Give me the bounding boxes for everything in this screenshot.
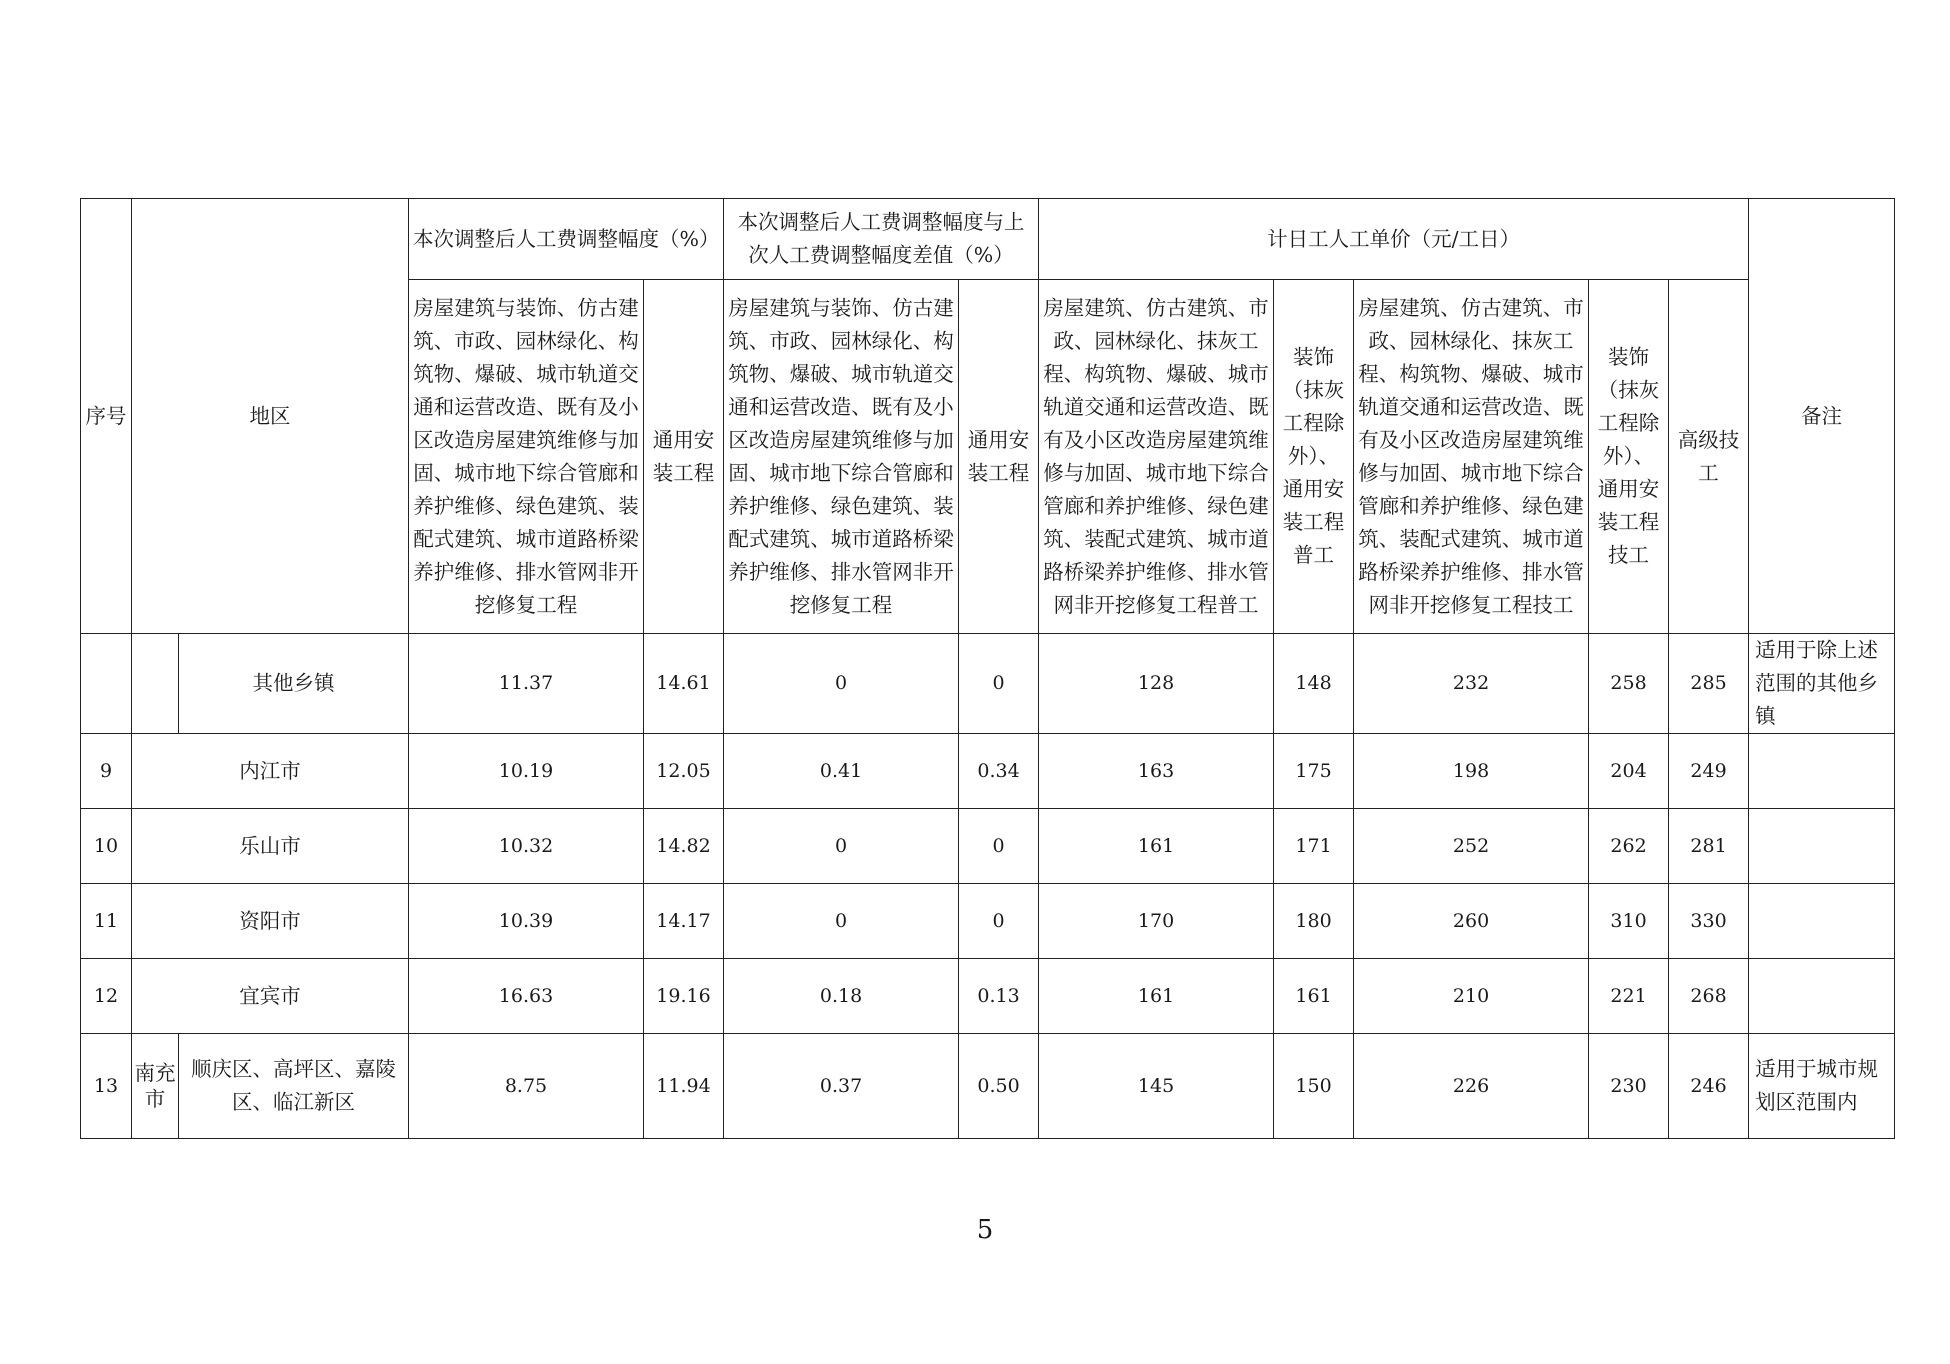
table-row bbox=[81, 884, 1895, 959]
cell-seq: 11 bbox=[81, 884, 132, 959]
cell-remarks bbox=[1749, 809, 1895, 884]
cell-senior-skilled: 246 bbox=[1669, 1034, 1749, 1139]
cell-install-diff: 0 bbox=[959, 809, 1039, 884]
cell-general-labor: 163 bbox=[1039, 734, 1274, 809]
cell-deco-skilled-labor: 262 bbox=[1589, 809, 1669, 884]
cell-deco-skilled-labor: 230 bbox=[1589, 1034, 1669, 1139]
cell-deco-general-labor: 150 bbox=[1274, 1034, 1354, 1139]
subheader-building-diff: 房屋建筑与装饰、仿古建筑、市政、园林绿化、构筑物、爆破、城市轨道交通和运营改造、既有及小区改造房屋建筑维修与加固、城市地下综合管廊和养护维修、绿色建筑、装配式建筑、城市道路桥梁养护维修、排水管网非开挖修复工程 bbox=[724, 280, 959, 634]
header-rate-difference: 本次调整后人工费调整幅度与上次人工费调整幅度差值（%） bbox=[724, 199, 1039, 280]
cell-remarks bbox=[1749, 734, 1895, 809]
cell-install-rate: 14.17 bbox=[644, 884, 724, 959]
cell-region: 宜宾市 bbox=[132, 959, 409, 1034]
cell-install-rate: 14.82 bbox=[644, 809, 724, 884]
header-adjustment-rate: 本次调整后人工费调整幅度（%） bbox=[409, 199, 724, 280]
cell-skilled-labor: 260 bbox=[1354, 884, 1589, 959]
cell-general-labor: 161 bbox=[1039, 959, 1274, 1034]
cell-general-labor: 128 bbox=[1039, 634, 1274, 734]
header-remarks: 备注 bbox=[1749, 199, 1895, 634]
subheader-building-rate: 房屋建筑与装饰、仿古建筑、市政、园林绿化、构筑物、爆破、城市轨道交通和运营改造、既有及小区改造房屋建筑维修与加固、城市地下综合管廊和养护维修、绿色建筑、装配式建筑、城市道路桥梁养护维修、排水管网非开挖修复工程 bbox=[409, 280, 644, 634]
cell-skilled-labor: 252 bbox=[1354, 809, 1589, 884]
cell-deco-general-labor: 148 bbox=[1274, 634, 1354, 734]
cell-region: 内江市 bbox=[132, 734, 409, 809]
cell-install-diff: 0.13 bbox=[959, 959, 1039, 1034]
cell-install-diff: 0 bbox=[959, 884, 1039, 959]
cell-deco-general-labor: 161 bbox=[1274, 959, 1354, 1034]
cell-install-rate: 11.94 bbox=[644, 1034, 724, 1139]
cell-deco-general-labor: 180 bbox=[1274, 884, 1354, 959]
cell-region: 顺庆区、高坪区、嘉陵区、临江新区 bbox=[179, 1034, 409, 1139]
table-row bbox=[81, 734, 1895, 809]
cell-install-diff: 0.34 bbox=[959, 734, 1039, 809]
cell-general-labor: 170 bbox=[1039, 884, 1274, 959]
table-row bbox=[81, 809, 1895, 884]
cell-deco-skilled-labor: 221 bbox=[1589, 959, 1669, 1034]
cell-senior-skilled: 268 bbox=[1669, 959, 1749, 1034]
header-seq: 序号 bbox=[81, 199, 132, 634]
labor-cost-table bbox=[80, 198, 1895, 1139]
cell-building-rate: 8.75 bbox=[409, 1034, 644, 1139]
subheader-deco-skilled-labor: 装饰（抹灰工程除外）、通用安装工程技工 bbox=[1589, 280, 1669, 634]
cell-building-diff: 0.18 bbox=[724, 959, 959, 1034]
cell-building-rate: 10.19 bbox=[409, 734, 644, 809]
cell-building-diff: 0 bbox=[724, 809, 959, 884]
subheader-senior-skilled: 高级技工 bbox=[1669, 280, 1749, 634]
cell-skilled-labor: 226 bbox=[1354, 1034, 1589, 1139]
page-number: 5 bbox=[976, 1215, 994, 1245]
cell-city bbox=[132, 634, 179, 734]
cell-building-diff: 0.37 bbox=[724, 1034, 959, 1139]
cell-general-labor: 161 bbox=[1039, 809, 1274, 884]
subheader-install-diff: 通用安装工程 bbox=[959, 280, 1039, 634]
header-daily-labor-price: 计日工人工单价（元/工日） bbox=[1039, 199, 1749, 280]
cell-install-rate: 12.05 bbox=[644, 734, 724, 809]
table-row bbox=[81, 1034, 1895, 1139]
cell-building-rate: 10.32 bbox=[409, 809, 644, 884]
cell-install-diff: 0 bbox=[959, 634, 1039, 734]
cell-general-labor: 145 bbox=[1039, 1034, 1274, 1139]
cell-seq: 13 bbox=[81, 1034, 132, 1139]
cell-building-rate: 10.39 bbox=[409, 884, 644, 959]
cell-install-rate: 14.61 bbox=[644, 634, 724, 734]
cell-region: 其他乡镇 bbox=[179, 634, 409, 734]
cell-building-rate: 16.63 bbox=[409, 959, 644, 1034]
cell-remarks: 适用于除上述范围的其他乡镇 bbox=[1749, 634, 1895, 734]
cell-region: 资阳市 bbox=[132, 884, 409, 959]
cell-install-rate: 19.16 bbox=[644, 959, 724, 1034]
subheader-deco-general-labor: 装饰（抹灰工程除外）、通用安装工程普工 bbox=[1274, 280, 1354, 634]
cell-remarks bbox=[1749, 884, 1895, 959]
cell-building-diff: 0.41 bbox=[724, 734, 959, 809]
table-row bbox=[81, 959, 1895, 1034]
cell-seq: 10 bbox=[81, 809, 132, 884]
cell-city: 南充市 bbox=[132, 1034, 179, 1139]
cell-senior-skilled: 285 bbox=[1669, 634, 1749, 734]
cell-install-diff: 0.50 bbox=[959, 1034, 1039, 1139]
cell-deco-skilled-labor: 310 bbox=[1589, 884, 1669, 959]
cell-deco-general-labor: 171 bbox=[1274, 809, 1354, 884]
cell-seq bbox=[81, 634, 132, 734]
subheader-general-labor: 房屋建筑、仿古建筑、市政、园林绿化、抹灰工程、构筑物、爆破、城市轨道交通和运营改造、既有及小区改造房屋建筑维修与加固、城市地下综合管廊和养护维修、绿色建筑、装配式建筑、城市道路桥梁养护维修、排水管网非开挖修复工程普工 bbox=[1039, 280, 1274, 634]
cell-building-diff: 0 bbox=[724, 884, 959, 959]
cell-seq: 12 bbox=[81, 959, 132, 1034]
cell-deco-skilled-labor: 204 bbox=[1589, 734, 1669, 809]
table-row bbox=[81, 634, 1895, 734]
cell-remarks: 适用于城市规划区范围内 bbox=[1749, 1034, 1895, 1139]
cell-senior-skilled: 281 bbox=[1669, 809, 1749, 884]
header-region: 地区 bbox=[132, 199, 409, 634]
cell-building-rate: 11.37 bbox=[409, 634, 644, 734]
subheader-skilled-labor: 房屋建筑、仿古建筑、市政、园林绿化、抹灰工程、构筑物、爆破、城市轨道交通和运营改造、既有及小区改造房屋建筑维修与加固、城市地下综合管廊和养护维修、绿色建筑、装配式建筑、城市道路桥梁养护维修、排水管网非开挖修复工程技工 bbox=[1354, 280, 1589, 634]
cell-remarks bbox=[1749, 959, 1895, 1034]
cell-senior-skilled: 249 bbox=[1669, 734, 1749, 809]
cell-deco-general-labor: 175 bbox=[1274, 734, 1354, 809]
header-row-1 bbox=[81, 199, 1895, 280]
subheader-install-rate: 通用安装工程 bbox=[644, 280, 724, 634]
cell-senior-skilled: 330 bbox=[1669, 884, 1749, 959]
cell-region: 乐山市 bbox=[132, 809, 409, 884]
cell-skilled-labor: 198 bbox=[1354, 734, 1589, 809]
cell-deco-skilled-labor: 258 bbox=[1589, 634, 1669, 734]
cell-building-diff: 0 bbox=[724, 634, 959, 734]
cell-seq: 9 bbox=[81, 734, 132, 809]
cell-skilled-labor: 232 bbox=[1354, 634, 1589, 734]
cell-skilled-labor: 210 bbox=[1354, 959, 1589, 1034]
